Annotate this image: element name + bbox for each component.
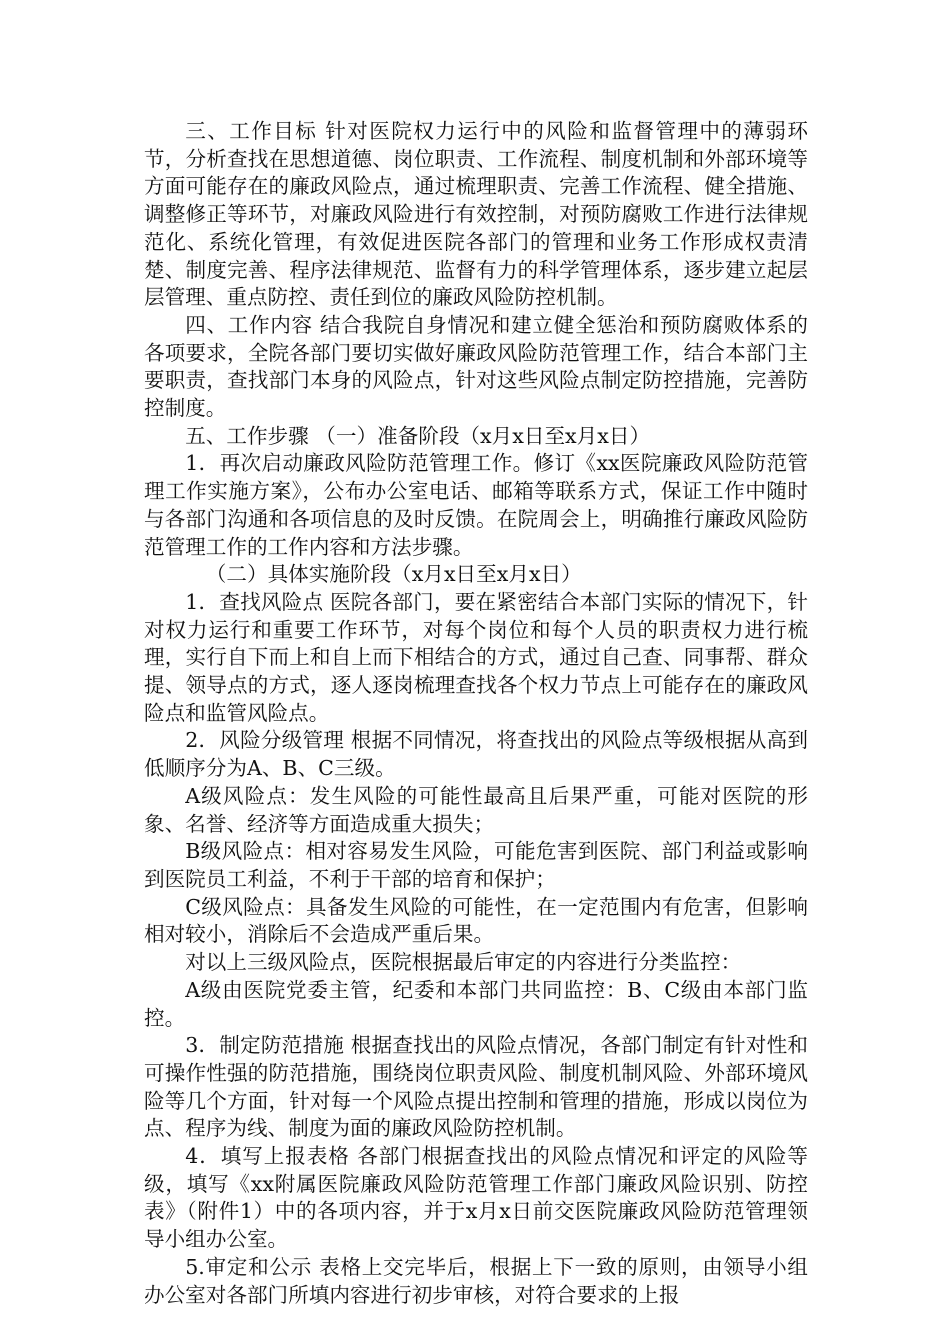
risk-monitoring-intro: 对以上三级风险点，医院根据最后审定的内容进行分类监控： [185, 950, 742, 975]
risk-level-c: C级风险点：具备发生风险的可能性，在一定范围内有危害，但影响相对较小，消除后不会造成严重后果。 [144, 894, 808, 947]
risk-level-a: A级风险点：发生风险的可能性最高且后果严重，可能对医院的形象、名誉、经济等方面造成重大损失； [144, 783, 808, 836]
step-review-and-publicize: 5.审定和公示 表格上交完毕后，根据上下一致的原则，由领导小组办公室对各部门所填内容进行初步审核，对符合要求的上报 [144, 1254, 808, 1307]
risk-monitoring-responsibility: A级由医院党委主管，纪委和本部门共同监控：B、C级由本部门监控。 [144, 977, 808, 1030]
section-three-goals: 三、工作目标 针对医院权力运行中的风险和监督管理中的薄弱环节，分析查找在思想道德、岗位职责、工作流程、制度机制和外部环境等方面可能存在的廉政风险点，通过梳理职责、完善工作流程、健全措施、调整修正等环节，对廉政风险进行有效控制，对预防腐败工作进行法律规范化、系统化管理，有效促进医院各部门的管理和业务工作形成权责清楚、制度完善、程序法律规范、监督有力的科学管理体系，逐步建立起层层管理、重点防控、责任到位的廉政风险防控机制。 [144, 119, 808, 310]
step-risk-grading: 2．风险分级管理 根据不同情况，将查找出的风险点等级根据从高到低顺序分为A、B、C三级。 [144, 728, 808, 781]
step-prevention-measures: 3．制定防范措施 根据查找出的风险点情况，各部门制定有针对性和可操作性强的防范措施，围绕岗位职责风险、制度机制风险、外部环境风险等几个方面，针对每一个风险点提出控制和管理的措施，形成以岗位为点、程序为线、制度为面的廉政风险防控机制。 [144, 1033, 808, 1141]
document-page [144, 118, 808, 1309]
step-preparation-item-1: 1．再次启动廉政风险防范管理工作。修订《xx医院廉政风险防范管理工作实施方案》，公布办公室电话、邮箱等联系方式，保证工作中随时与各部门沟通和各项信息的及时反馈。在院周会上，明确推行廉政风险防范管理工作的工作内容和方法步骤。 [144, 451, 808, 559]
step-find-risk-points: 1．查找风险点 医院各部门，要在紧密结合本部门实际的情况下，针对权力运行和重要工作环节，对每个岗位和每个人员的职责权力进行梳理，实行自下而上和自上而下相结合的方式，通过自己查、同事帮、群众提、领导点的方式，逐人逐岗梳理查找各个权力节点上可能存在的廉政风险点和监管风险点。 [144, 589, 808, 725]
step-fill-report-form: 4．填写上报表格 各部门根据查找出的风险点情况和评定的风险等级，填写《xx附属医院廉政风险防范管理工作部门廉政风险识别、防控表》（附件1）中的各项内容，并于x月x日前交医院廉政风险防范管理领导小组办公室。 [144, 1144, 808, 1252]
implementation-phase-heading: （二）具体实施阶段（x月x日至x月x日） [205, 562, 582, 587]
risk-level-b: B级风险点：相对容易发生风险，可能危害到医院、部门利益或影响到医院员工利益，不利于干部的培育和保护； [144, 839, 808, 891]
section-four-content: 四、工作内容 结合我院自身情况和建立健全惩治和预防腐败体系的各项要求，全院各部门要切实做好廉政风险防范管理工作，结合本部门主要职责，查找部门本身的风险点，针对这些风险点制定防控措施，完善防控制度。 [144, 312, 808, 421]
section-five-steps-heading: 五、工作步骤 （一）准备阶段（x月x日至x月x日） [185, 423, 651, 448]
